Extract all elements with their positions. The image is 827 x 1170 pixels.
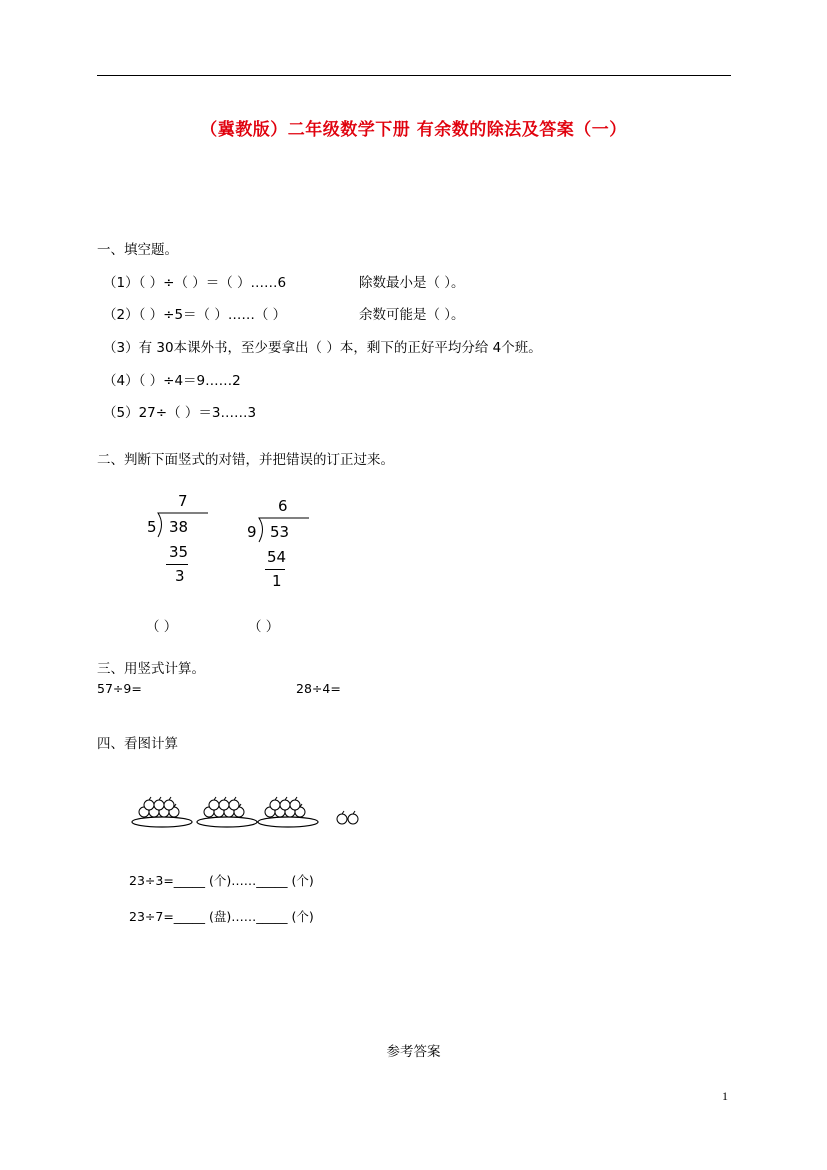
question-3: （3）有 30本课外书，至少要拿出（ ）本，剩下的正好平均分给 4个班。 xyxy=(103,340,542,356)
problem-2: 28÷4= xyxy=(296,681,341,696)
judgement-blank-1: （ ） xyxy=(146,619,178,635)
document-title: （冀教版）二年级数学下册 有余数的除法及答案（一） xyxy=(200,120,627,140)
long-division-2 xyxy=(245,495,315,590)
problem-1: 57÷9= xyxy=(97,681,142,696)
header-rule xyxy=(97,75,731,76)
apple-plates-illustration xyxy=(130,792,370,834)
judgement-blank-2: （ ） xyxy=(248,619,280,635)
plate-icon xyxy=(258,817,318,827)
dividend: 53 xyxy=(270,523,290,541)
plate-icon xyxy=(197,817,257,827)
question-5: （5）27÷（ ）＝3……3 xyxy=(103,405,257,421)
question-1: （1）（ ）÷（ ）＝（ ）……6 xyxy=(103,275,287,291)
apple-icon xyxy=(280,797,290,810)
apple-icon xyxy=(270,797,280,810)
apple-icon xyxy=(209,797,219,810)
apple-icon xyxy=(229,797,239,810)
long-division-1 xyxy=(142,490,212,585)
question-2: （2）（ ）÷5＝（ ）……（ ） xyxy=(103,307,287,323)
quotient: 6 xyxy=(278,497,288,515)
subtraction-line xyxy=(265,569,285,570)
remainder: 1 xyxy=(272,572,282,590)
divisor: 5 xyxy=(147,518,157,536)
remainder: 3 xyxy=(175,567,185,585)
question-4: （4）（ ）÷4＝9……2 xyxy=(103,373,241,389)
product: 35 xyxy=(169,543,189,561)
answers-heading: 参考答案 xyxy=(386,1044,441,1060)
section-4-heading: 四、看图计算 xyxy=(97,736,178,752)
section-1-heading: 一、填空题。 xyxy=(97,242,178,258)
equation-1: 23÷3=_____ (个)……_____ (个) xyxy=(129,873,314,888)
equation-2: 23÷7=_____ (盘)……_____ (个) xyxy=(129,909,314,924)
section-2-heading: 二、判断下面竖式的对错，并把错误的订正过来。 xyxy=(97,452,394,468)
question-1-note: 除数最小是（ ）。 xyxy=(359,275,465,291)
apple-icon xyxy=(164,797,174,810)
apple-icon xyxy=(154,797,164,810)
subtraction-line xyxy=(166,564,188,565)
question-2-note: 余数可能是（ ）。 xyxy=(359,307,465,323)
divisor: 9 xyxy=(247,523,257,541)
apple-icon xyxy=(144,797,154,810)
section-3-heading: 三、用竖式计算。 xyxy=(97,661,205,677)
dividend: 38 xyxy=(169,518,189,536)
apple-icon xyxy=(337,811,347,824)
quotient: 7 xyxy=(178,492,188,510)
apple-icon xyxy=(219,797,229,810)
plate-icon xyxy=(132,817,192,827)
product: 54 xyxy=(267,548,287,566)
apple-icon xyxy=(348,811,358,824)
apple-icon xyxy=(290,797,300,810)
page-number: 1 xyxy=(722,1089,728,1103)
